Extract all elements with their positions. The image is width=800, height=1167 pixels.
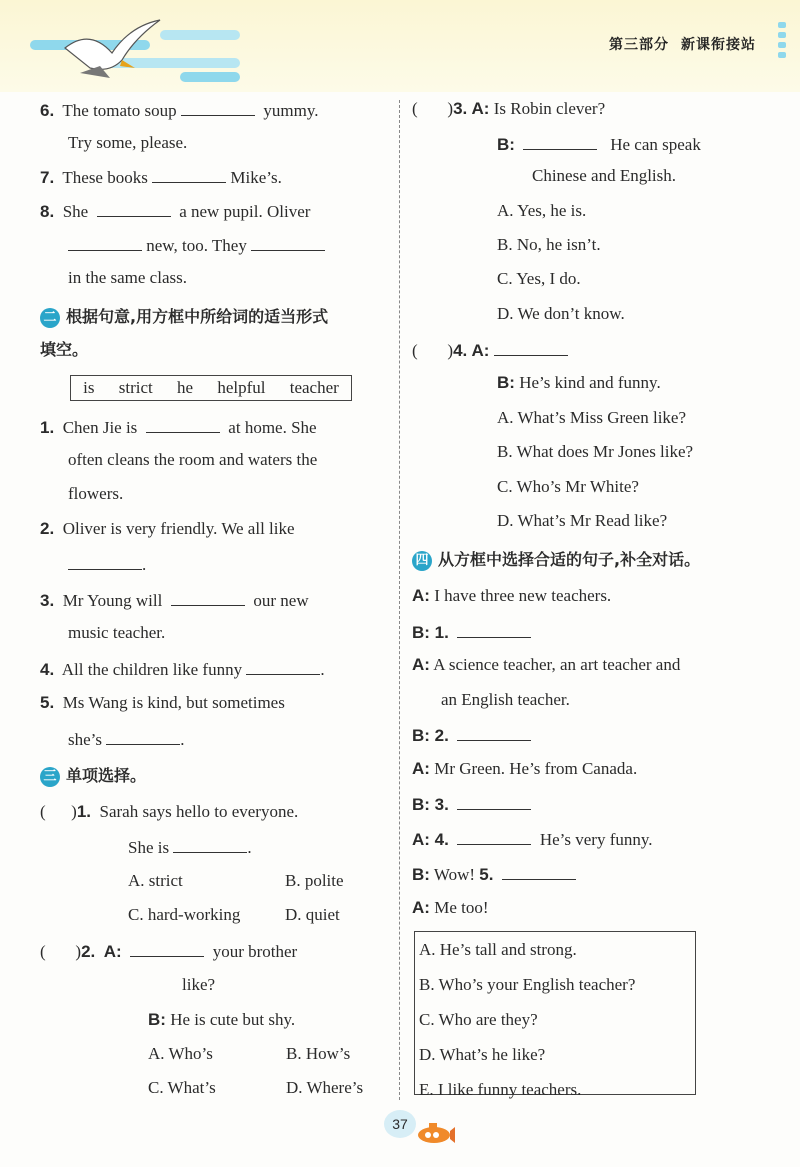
s3-question-1-cont: She is .: [128, 834, 252, 860]
column-divider: [399, 100, 400, 1100]
dialog-line-4: B: 2.: [412, 722, 531, 748]
question-7: 7. These books Mike’s.: [40, 164, 282, 190]
dialog-line-6: B: 3.: [412, 791, 531, 817]
answer-blank[interactable]: [97, 198, 171, 217]
dialog-line-8: B: Wow! 5.: [412, 861, 576, 887]
s3q1-option-d[interactable]: D. quiet: [285, 905, 340, 924]
question-6: 6. The tomato soup yummy.: [40, 97, 319, 123]
s3-question-4: ( )4. A:: [412, 337, 568, 363]
s3-question-3-cont: Chinese and English.: [532, 166, 677, 185]
sentence-option-b[interactable]: B. Who’s your English teacher?: [419, 975, 636, 994]
question-8: 8. She a new pupil. Oliver: [40, 198, 310, 224]
s2-question-5-cont: she’s .: [68, 726, 185, 752]
section-badge: 四: [412, 551, 432, 571]
s3-question-2: ( )2. A: your brother: [40, 938, 297, 964]
s2-question-2-cont: .: [68, 551, 146, 577]
dialog-line-3-cont: an English teacher.: [441, 690, 570, 709]
answer-blank[interactable]: [106, 726, 180, 745]
sentence-option-d[interactable]: D. What’s he like?: [419, 1045, 546, 1064]
section-3-heading: 三 单项选择。: [40, 764, 146, 788]
s2-question-3-cont: music teacher.: [68, 623, 166, 642]
answer-blank[interactable]: [246, 656, 320, 675]
s3q2-option-d[interactable]: D. Where’s: [286, 1078, 364, 1097]
s3q3-option-a[interactable]: A. Yes, he is.: [497, 201, 587, 220]
s3q1-option-a[interactable]: A. strict: [128, 871, 183, 890]
word: he: [177, 378, 194, 397]
dialog-line-9: A: Me too!: [412, 898, 489, 917]
answer-blank[interactable]: [68, 551, 142, 570]
s3q4-option-a[interactable]: A. What’s Miss Green like?: [497, 408, 687, 427]
answer-blank[interactable]: [457, 791, 531, 810]
answer-blank[interactable]: [181, 97, 255, 116]
s3q3-option-c[interactable]: C. Yes, I do.: [497, 269, 581, 288]
sentence-option-c[interactable]: C. Who are they?: [419, 1010, 538, 1029]
sentence-option-a[interactable]: A. He’s tall and strong.: [419, 940, 577, 959]
s3-question-1: ( )1. Sarah says hello to everyone.: [40, 802, 299, 821]
answer-blank[interactable]: [502, 861, 576, 880]
section-badge: 二: [40, 308, 60, 328]
s2-question-2: 2. Oliver is very friendly. We all like: [40, 519, 295, 538]
dialog-line-2: B: 1.: [412, 619, 531, 645]
word-box: [70, 375, 352, 401]
s3q4-option-d[interactable]: D. What’s Mr Read like?: [497, 511, 668, 530]
word: teacher: [289, 378, 339, 397]
s3q3-option-d[interactable]: D. We don’t know.: [497, 304, 625, 323]
s3q1-option-b[interactable]: B. polite: [285, 871, 344, 890]
s3q2-option-b[interactable]: B. How’s: [286, 1044, 351, 1063]
section-title: [609, 34, 756, 54]
dialog-line-3: A: A science teacher, an art teacher and: [412, 655, 681, 674]
cloud-stripe: [180, 72, 240, 82]
s3q4-option-b[interactable]: B. What does Mr Jones like?: [497, 442, 694, 461]
title-part: 第三部分: [609, 37, 669, 53]
s2-question-4: 4. All the children like funny .: [40, 656, 325, 682]
sentence-options-box: [414, 931, 696, 1099]
word: is: [83, 378, 95, 397]
dialog-line-1: A: I have three new teachers.: [412, 586, 612, 605]
title-section: 新课衔接站: [681, 37, 756, 53]
s3q2-option-c[interactable]: C. What’s: [148, 1078, 216, 1097]
answer-blank[interactable]: [457, 826, 531, 845]
s2-question-1-cont: often cleans the room and waters the: [68, 450, 318, 469]
section-2-heading: 二 根据句意,用方框中所给词的适当形式: [40, 305, 328, 329]
submarine-icon: [414, 1117, 456, 1145]
answer-blank[interactable]: [146, 414, 220, 433]
answer-blank[interactable]: [523, 131, 597, 150]
answer-blank[interactable]: [171, 587, 245, 606]
answer-blank[interactable]: [173, 834, 247, 853]
s3q3-option-b[interactable]: B. No, he isn’t.: [497, 235, 601, 254]
s3q4-option-c[interactable]: C. Who’s Mr White?: [497, 477, 639, 496]
section-2-heading-cont: 填空。: [40, 340, 89, 359]
page-number: 37: [384, 1110, 416, 1138]
dialog-line-5: A: Mr Green. He’s from Canada.: [412, 759, 638, 778]
word: strict: [118, 378, 153, 397]
s3q2-option-a[interactable]: A. Who’s: [148, 1044, 213, 1063]
s3q1-option-c[interactable]: C. hard-working: [128, 905, 241, 924]
answer-blank[interactable]: [494, 337, 568, 356]
s2-question-3: 3. Mr Young will our new: [40, 587, 309, 613]
s3-question-4-b: B: He’s kind and funny.: [497, 373, 661, 392]
answer-blank[interactable]: [152, 164, 226, 183]
answer-blank[interactable]: [251, 232, 325, 251]
answer-blank[interactable]: [457, 619, 531, 638]
s3-question-2-cont: like?: [182, 975, 216, 994]
sentence-option-e[interactable]: E. I like funny teachers.: [419, 1080, 582, 1099]
answer-blank[interactable]: [130, 938, 204, 957]
s3-question-3-b: B: He can speak: [497, 131, 701, 157]
s2-question-1-end: flowers.: [68, 484, 124, 503]
seagull-icon: [60, 18, 170, 83]
side-tab-decoration: [778, 22, 786, 66]
cloud-stripe: [160, 30, 240, 40]
word: helpful: [217, 378, 266, 397]
question-6-cont: Try some, please.: [68, 133, 188, 152]
s3-question-2-b: B: He is cute but shy.: [148, 1010, 296, 1029]
dialog-line-7: A: 4. He’s very funny.: [412, 826, 653, 852]
answer-blank[interactable]: [457, 722, 531, 741]
answer-blank[interactable]: [68, 232, 142, 251]
section-4-heading: 四 从方框中选择合适的句子,补全对话。: [412, 548, 700, 572]
s3-question-3: ( )3. A: Is Robin clever?: [412, 99, 606, 118]
s2-question-1: 1. Chen Jie is at home. She: [40, 414, 317, 440]
question-8-end: in the same class.: [68, 268, 187, 287]
s2-question-5: 5. Ms Wang is kind, but sometimes: [40, 693, 285, 712]
question-8-cont: new, too. They: [68, 232, 325, 258]
section-badge: 三: [40, 767, 60, 787]
